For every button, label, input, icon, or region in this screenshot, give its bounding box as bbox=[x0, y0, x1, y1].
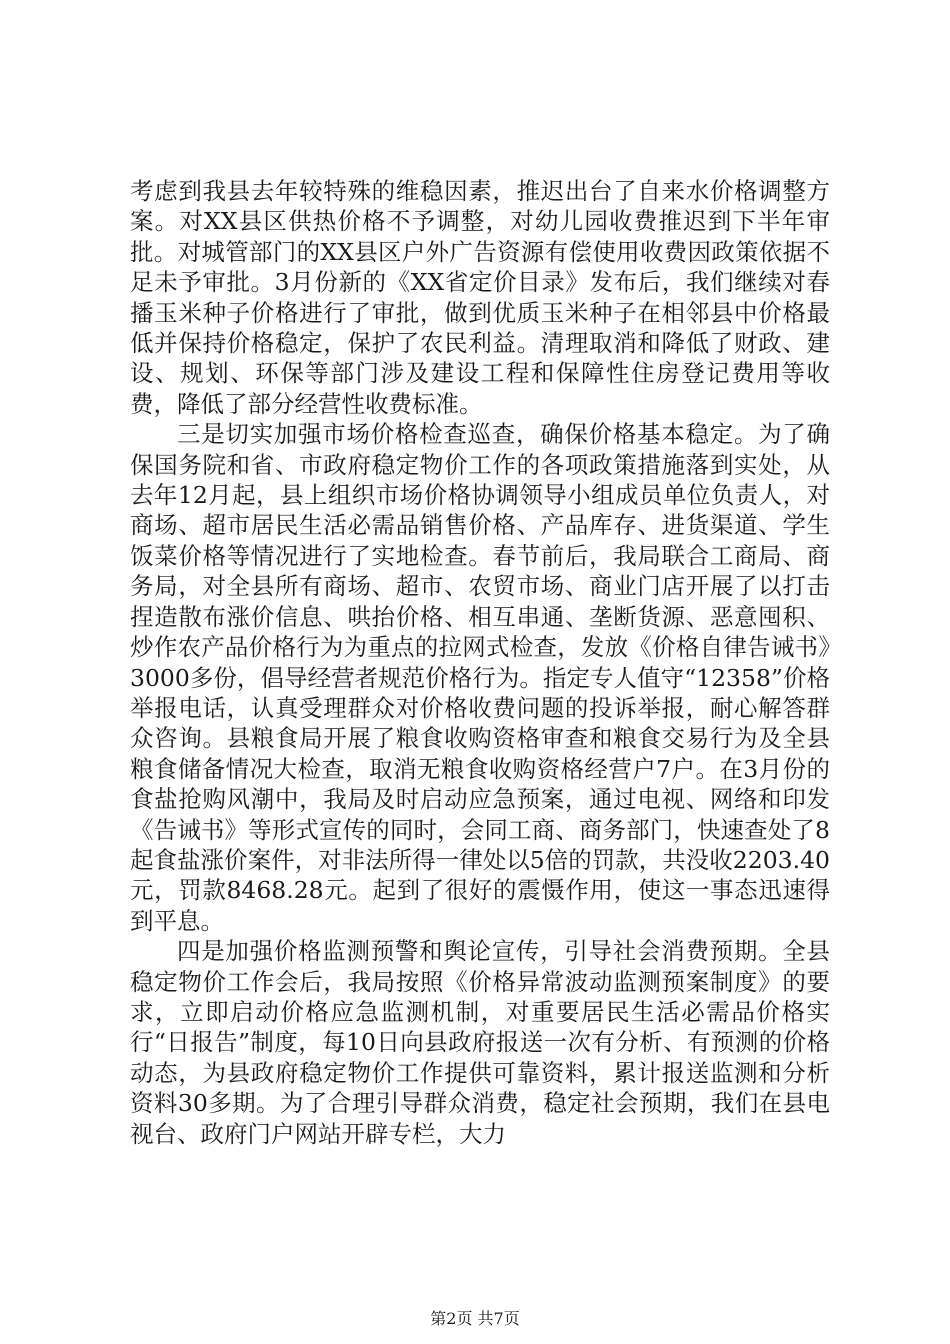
paragraph-continuation: 考虑到我县去年较特殊的维稳因素，推迟出台了自来水价格调整方案。对XX县区供热价格不予调整，对幼儿园收费推迟到下半年审批。对城管部门的XX县区户外广告资源有偿使用收费因政策依据不足未予审批。3月份新的《XX省定价目录》发布后，我们继续对春播玉米种子价格进行了审批，做到优质玉米种子在相邻县中价格最低并保持价格稳定，保护了农民利益。清理取消和降低了财政、建设、规划、环保等部门涉及建设工程和保障性住房登记费用等收费，降低了部分经营性收费标准。 bbox=[130, 177, 830, 418]
paragraph-point-three: 三是切实加强市场价格检查巡查，确保价格基本稳定。为了确保国务院和省、市政府稳定物价工作的各项政策措施落到实处，从去年12月起，县上组织市场价格协调领导小组成员单位负责人，对商场、超市居民生活必需品销售价格、产品库存、进货渠道、学生饭菜价格等情况进行了实地检查。春节前后，我局联合工商局、商务局，对全县所有商场、超市、农贸市场、商业门店开展了以打击捏造散布涨价信息、哄抬价格、相互串通、垄断货源、恶意囤积、炒作农产品价格行为为重点的拉网式检查，发放《价格自律告诫书》3000多份，倡导经营者规范价格行为。指定专人值守“12358”价格举报电话，认真受理群众对价格收费问题的投诉举报，耐心解答群众咨询。县粮食局开展了粮食收购资格审查和粮食交易行为及全县粮食储备情况大检查，取消无粮食收购资格经营户7户。在3月份的食盐抢购风潮中，我局及时启动应急预案，通过电视、网络和印发《告诫书》等形式宣传的同时，会同工商、商务部门，快速查处了8起食盐涨价案件，对非法所得一律处以5倍的罚款，共没收2203.40元，罚款8468.28元。起到了很好的震慑作用，使这一事态迅速得到平息。 bbox=[130, 420, 830, 935]
page-number-footer: 第2页 共7页 bbox=[430, 1309, 520, 1328]
document-body bbox=[130, 176, 830, 1149]
paragraph-point-four: 四是加强价格监测预警和舆论宣传，引导社会消费预期。全县稳定物价工作会后，我局按照《价格异常波动监测预案制度》的要求，立即启动价格应急监测机制，对重要居民生活必需品价格实行“日报告”制度，每10日向县政府报送一次有分析、有预测的价格动态，为县政府稳定物价工作提供可靠资料，累计报送监测和分析资料30多期。为了合理引导群众消费，稳定社会预期，我们在县电视台、政府门户网站开辟专栏，大力 bbox=[130, 937, 830, 1148]
